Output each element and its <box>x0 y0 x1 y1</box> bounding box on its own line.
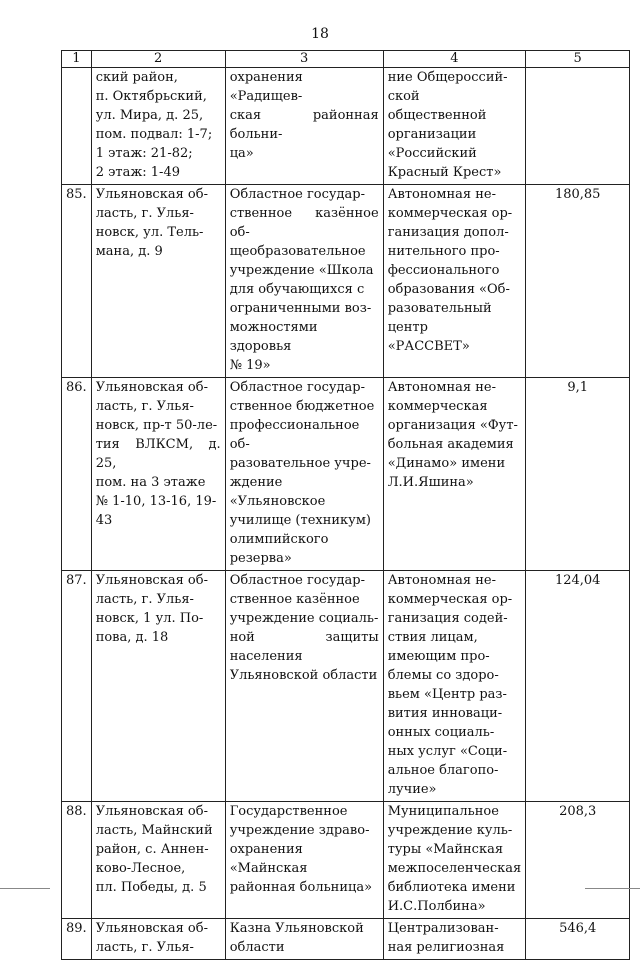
row-number: 89. <box>62 919 92 960</box>
address-cell <box>91 571 225 802</box>
holder-cell-line: олимпийского резерва» <box>229 532 329 566</box>
user-cell-line: блемы со здоро- <box>387 668 499 683</box>
address-cell-line: 1 этаж: 21-82; <box>95 146 193 161</box>
address-cell-line: 2 этаж: 1-49 <box>95 165 180 180</box>
margin-mark-left <box>0 888 50 889</box>
address-cell-line: ласть, г. Улья- <box>95 399 194 414</box>
user-cell <box>383 68 526 185</box>
address-cell-line: ул. Мира, д. 25, <box>95 108 204 123</box>
address-cell <box>91 802 225 919</box>
user-cell-line: туры «Майнская <box>387 842 504 857</box>
address-cell <box>91 919 225 960</box>
holder-cell-line: районная больница» <box>229 880 373 895</box>
address-cell-line: ласть, г. Улья- <box>95 592 194 607</box>
user-cell-line: нительного про- <box>387 244 500 259</box>
address-cell-line: мана, д. 9 <box>95 244 163 259</box>
holder-cell-line: учреждение «Школа <box>229 263 374 278</box>
holder-cell-line: ной защиты населения <box>229 630 379 664</box>
holder-cell-line: Областное государ- <box>229 380 366 395</box>
holder-cell-line: можностями здоровья <box>229 320 318 354</box>
holder-cell-line: ограниченными воз- <box>229 301 372 316</box>
user-cell-line: ние Общероссий- <box>387 70 508 85</box>
col-header-4: 4 <box>383 51 526 68</box>
user-cell-line: фессионального <box>387 263 500 278</box>
address-cell-line: ково-Лесное, <box>95 861 186 876</box>
address-cell-line: ский район, <box>95 70 178 85</box>
user-cell-line: Муниципальное <box>387 804 499 819</box>
row-number: 88. <box>62 802 92 919</box>
holder-cell-line: Казна Ульяновской <box>229 921 364 936</box>
table-row <box>62 185 630 378</box>
address-cell-line: пом. подвал: 1-7; <box>95 127 213 142</box>
user-cell-line: Автономная не- <box>387 187 496 202</box>
area-cell: 546,4 <box>526 919 630 960</box>
user-cell-line: ная религиозная <box>387 940 505 955</box>
area-cell: 124,04 <box>526 571 630 802</box>
row-number: 86. <box>62 378 92 571</box>
address-cell-line: 43 <box>95 513 113 528</box>
user-cell-line: разовательный <box>387 301 492 316</box>
user-cell-line: альное благопо- <box>387 763 499 778</box>
user-cell-line: межпоселенческая <box>387 861 522 876</box>
user-cell-line: Л.И.Яшина» <box>387 475 474 490</box>
holder-cell-line: охранения «Майнская <box>229 842 308 876</box>
table-row <box>62 802 630 919</box>
area-cell: 9,1 <box>526 378 630 571</box>
user-cell-line: организации <box>387 127 477 142</box>
address-cell-line: Ульяновская об- <box>95 187 208 202</box>
address-cell-line: ласть, г. Улья- <box>95 206 194 221</box>
row-number <box>62 68 92 185</box>
area-cell: 180,85 <box>526 185 630 378</box>
holder-cell-line: ская районная больни- <box>229 108 379 142</box>
user-cell-line: организация «Фут- <box>387 418 518 433</box>
address-cell-line: Ульяновская об- <box>95 804 208 819</box>
user-cell-line: больная академия <box>387 437 514 452</box>
holder-cell-line: учреждение социаль- <box>229 611 379 626</box>
address-cell <box>91 185 225 378</box>
holder-cell-line: училище (техникум) <box>229 513 372 528</box>
address-cell <box>91 68 225 185</box>
user-cell-line: ных услуг «Соци- <box>387 744 508 759</box>
user-cell-line: коммерческая ор- <box>387 592 513 607</box>
header-row <box>62 51 630 68</box>
user-cell-line: лучие» <box>387 782 437 797</box>
address-cell-line: новск, ул. Тель- <box>95 225 204 240</box>
user-cell <box>383 185 526 378</box>
user-cell-line: образования «Об- <box>387 282 510 297</box>
holder-cell-line: охранения «Радищев- <box>229 70 303 104</box>
address-cell-line: новск, пр-т 50-ле- <box>95 418 218 433</box>
col-header-1: 1 <box>62 51 92 68</box>
address-cell-line: пом. на 3 этаже <box>95 475 206 490</box>
holder-cell-line: ственное бюджетное <box>229 399 375 414</box>
holder-cell <box>225 378 383 571</box>
user-cell-line: центр <box>387 320 428 335</box>
address-cell-line: ласть, г. Улья- <box>95 940 194 955</box>
holder-cell <box>225 802 383 919</box>
table-row <box>62 919 630 960</box>
user-cell-line: «Российский <box>387 146 477 161</box>
address-cell-line: пл. Победы, д. 5 <box>95 880 207 895</box>
address-cell-line: тия ВЛКСМ, д. 25, <box>95 437 221 471</box>
col-header-3: 3 <box>225 51 383 68</box>
user-cell-line: онных социаль- <box>387 725 495 740</box>
holder-cell-line: Областное государ- <box>229 187 366 202</box>
user-cell-line: Централизован- <box>387 921 499 936</box>
user-cell-line: коммерческая <box>387 399 488 414</box>
user-cell-line: ствия лицам, <box>387 630 478 645</box>
user-cell <box>383 378 526 571</box>
holder-cell-line: для обучающихся с <box>229 282 365 297</box>
holder-cell-line: ждение «Ульяновское <box>229 475 326 509</box>
user-cell-line: вития инноваци- <box>387 706 503 721</box>
table-row <box>62 571 630 802</box>
holder-cell <box>225 919 383 960</box>
user-cell-line: Красный Крест» <box>387 165 502 180</box>
address-cell-line: Ульяновская об- <box>95 573 208 588</box>
page-number: 18 <box>311 26 329 42</box>
address-cell-line: Ульяновская об- <box>95 380 208 395</box>
holder-cell <box>225 68 383 185</box>
holder-cell-line: № 19» <box>229 358 271 373</box>
col-header-5: 5 <box>526 51 630 68</box>
table-row <box>62 378 630 571</box>
holder-cell-line: учреждение здраво- <box>229 823 370 838</box>
user-cell <box>383 571 526 802</box>
user-cell-line: Автономная не- <box>387 573 496 588</box>
user-cell-line: ганизация содей- <box>387 611 508 626</box>
address-cell-line: № 1-10, 13-16, 19- <box>95 494 217 509</box>
holder-cell-line: Государственное <box>229 804 348 819</box>
user-cell-line: ганизация допол- <box>387 225 509 240</box>
user-cell-line: Автономная не- <box>387 380 496 395</box>
user-cell-line: учреждение куль- <box>387 823 513 838</box>
row-number: 85. <box>62 185 92 378</box>
user-cell-line: ской общественной <box>387 89 487 123</box>
area-cell <box>526 68 630 185</box>
margin-mark-right <box>585 888 640 889</box>
table-row <box>62 68 630 185</box>
user-cell-line: «РАССВЕТ» <box>387 339 470 354</box>
address-cell-line: п. Октябрьский, <box>95 89 207 104</box>
holder-cell-line: ственное казённое об- <box>229 206 379 240</box>
holder-cell-line: области <box>229 940 285 955</box>
address-cell-line: район, с. Аннен- <box>95 842 209 857</box>
holder-cell-line: разовательное учре- <box>229 456 371 471</box>
holder-cell <box>225 185 383 378</box>
address-cell-line: ласть, Майнский <box>95 823 213 838</box>
row-number: 87. <box>62 571 92 802</box>
address-cell-line: новск, 1 ул. По- <box>95 611 204 626</box>
holder-cell-line: ственное казённое <box>229 592 360 607</box>
holder-cell-line: щеобразовательное <box>229 244 366 259</box>
address-cell <box>91 378 225 571</box>
holder-cell-line: профессиональное об- <box>229 418 360 452</box>
address-cell-line: Ульяновская об- <box>95 921 208 936</box>
property-table <box>61 50 630 960</box>
user-cell-line: вьем «Центр раз- <box>387 687 507 702</box>
user-cell-line: коммерческая ор- <box>387 206 513 221</box>
user-cell <box>383 802 526 919</box>
holder-cell-line: Ульяновской области <box>229 668 378 683</box>
user-cell <box>383 919 526 960</box>
col-header-2: 2 <box>91 51 225 68</box>
holder-cell <box>225 571 383 802</box>
user-cell-line: библиотека имени <box>387 880 516 895</box>
holder-cell-line: ца» <box>229 146 254 161</box>
user-cell-line: И.С.Полбина» <box>387 899 486 914</box>
user-cell-line: «Динамо» имени <box>387 456 506 471</box>
address-cell-line: пова, д. 18 <box>95 630 169 645</box>
user-cell-line: имеющим про- <box>387 649 490 664</box>
holder-cell-line: Областное государ- <box>229 573 366 588</box>
area-cell: 208,3 <box>526 802 630 919</box>
